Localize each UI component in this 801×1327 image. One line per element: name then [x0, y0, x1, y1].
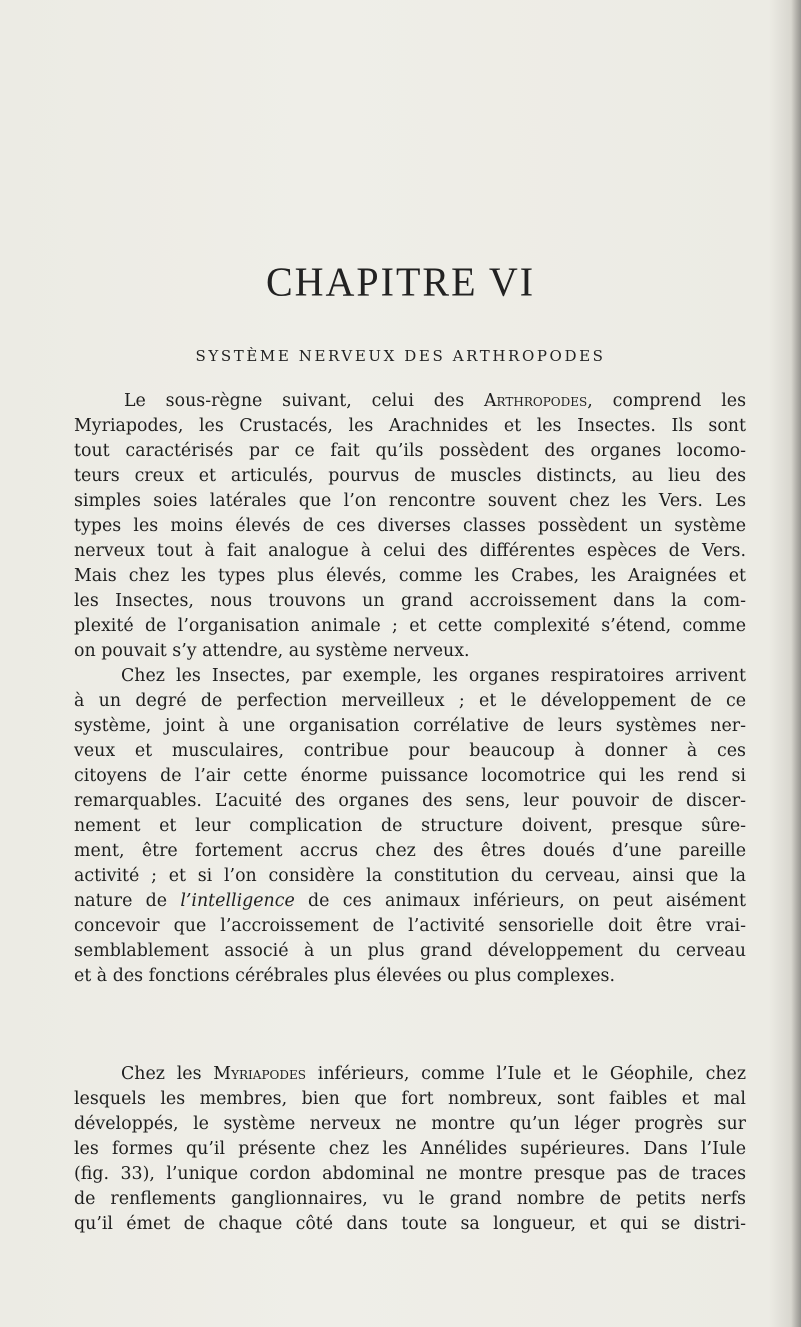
text-line: Mais chez les types plus élevés, comme les Crabes, les Araignées et: [74, 566, 746, 586]
text-line: tout caractérisés par ce fait qu’ils possèdent des organes locomo-: [74, 441, 746, 461]
text-line: activité ; et si l’on considère la constitution du cerveau, ainsi que la: [74, 866, 746, 886]
paragraph-1: [74, 389, 746, 989]
section-title: SYSTÈME NERVEUX DES ARTHROPODES: [195, 347, 606, 365]
text-line: développés, le système nerveux ne montre qu’un léger progrès sur: [74, 1114, 746, 1134]
text-line: citoyens de l’air cette énorme puissance locomotrice qui les rend si: [74, 766, 746, 786]
text-line: de renflements ganglionnaires, vu le grand nombre de petits nerfs: [74, 1189, 746, 1209]
text-line: veux et musculaires, contribue pour beaucoup à donner à ces: [74, 741, 746, 761]
text-line: Chez les Insectes, par exemple, les organes respiratoires arrivent: [121, 666, 746, 686]
page-edge-shadow: [791, 0, 801, 1327]
text-line: nement et leur complication de structure doivent, presque sûre-: [74, 816, 746, 836]
text-line: lesquels les membres, bien que fort nombreux, sont faibles et mal: [74, 1089, 746, 1109]
text-line: Le sous-règne suivant, celui des Arthropodes, comprend les: [124, 391, 746, 411]
text-line: plexité de l’organisation animale ; et cette complexité s’étend, comme: [74, 616, 746, 636]
text-line: les formes qu’il présente chez les Annélides supérieures. Dans l’Iule: [74, 1139, 746, 1159]
text-line: qu’il émet de chaque côté dans toute sa longueur, et qui se distri-: [74, 1214, 746, 1234]
text-line: à un degré de perfection merveilleux ; et le développement de ce: [74, 691, 746, 711]
text-line: les Insectes, nous trouvons un grand accroissement dans la com-: [74, 591, 746, 611]
text-line: (fig. 33), l’unique cordon abdominal ne montre presque pas de traces: [74, 1164, 746, 1184]
paragraph-2: [74, 1062, 746, 1237]
text-line: nature de l’intelligence de ces animaux inférieurs, on peut aisément: [74, 891, 746, 911]
text-line: Myriapodes, les Crustacés, les Arachnides et les Insectes. Ils sont: [74, 416, 746, 436]
text-line: teurs creux et articulés, pourvus de muscles distincts, au lieu des: [74, 466, 746, 486]
text-line: système, joint à une organisation corrélative de leurs systèmes ner-: [74, 716, 746, 736]
text-line: nerveux tout à fait analogue à celui des différentes espèces de Vers.: [74, 541, 746, 561]
text-line: remarquables. L’acuité des organes des sens, leur pouvoir de discer-: [74, 791, 746, 811]
chapter-title: CHAPITRE VI: [265, 258, 536, 305]
text-line: on pouvait s’y attendre, au système nerveux.: [74, 641, 470, 661]
text-line: concevoir que l’accroissement de l’activité sensorielle doit être vrai-: [74, 916, 746, 936]
text-line: Chez les Myriapodes inférieurs, comme l’Iule et le Géophile, chez: [121, 1064, 746, 1084]
text-line: types les moins élevés de ces diverses classes possèdent un système: [74, 516, 746, 536]
text-line: et à des fonctions cérébrales plus élevées ou plus complexes.: [74, 966, 615, 986]
text-line: ment, être fortement accrus chez des êtres doués d’une pareille: [74, 841, 746, 861]
text-line: semblablement associé à un plus grand développement du cerveau: [74, 941, 746, 961]
text-line: simples soies latérales que l’on rencontre souvent chez les Vers. Les: [74, 491, 746, 511]
